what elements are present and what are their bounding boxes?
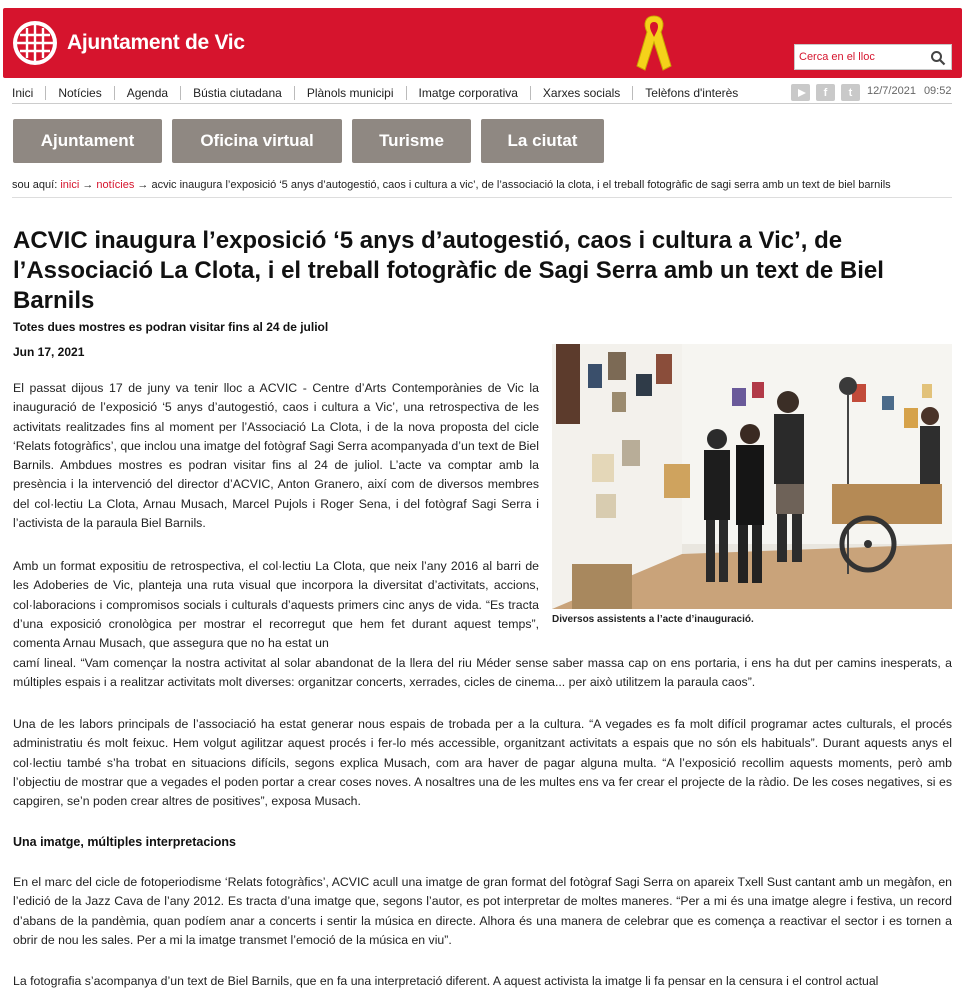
exhibition-photo-image [552, 344, 952, 609]
search-box [794, 44, 952, 70]
article-paragraph-2: Amb un format expositiu de retrospectiva, el col·lectiu La Clota, que neix l’any 2016 al barri de les Adoberies de Vic, planteja una ruta visual que incorpora la diversitat d’activitats, accions, col·laboracions i compromisos socials i culturals d’aquests primers cinc anys de vida. “Es tracta d’una exposició cronològica per mostrar el recorregut que hem fet durant aquest temps”, comenta Arnau Musach, que assegura que no ha estat un [13, 559, 539, 651]
tab-ajuntament[interactable]: Ajuntament [13, 119, 162, 163]
article-photo [552, 344, 952, 609]
site-header [3, 8, 962, 78]
breadcrumb-arrow: → [134, 179, 152, 191]
search-input[interactable] [795, 45, 923, 69]
nav-divider [632, 86, 633, 100]
city-emblem-icon [11, 19, 59, 67]
nav-agenda[interactable]: Agenda [126, 85, 169, 100]
article-title: ACVIC inaugura l’exposició ‘5 anys d’autogestió, caos i cultura a Vic’, de l’Associació La Clota, i el treball fotogràfic de Sagi Serra amb un text de Biel Barnils [13, 227, 884, 314]
nav-divider [294, 86, 295, 100]
tab-turisme[interactable]: Turisme [352, 119, 471, 163]
nav-bustia[interactable]: Bústia ciutadana [193, 85, 282, 100]
breadcrumb-prefix: sou aquí: [12, 179, 61, 191]
photo-caption: Diversos assistents a l’acte d’inauguració. [552, 614, 754, 625]
article-subtitle: Totes dues mostres es podran visitar fins al 24 de juliol [13, 320, 329, 334]
breadcrumb-section[interactable]: notícies [96, 179, 135, 191]
social-links [791, 84, 860, 101]
nav-divider [530, 86, 531, 100]
current-time: 09:52 [923, 85, 952, 97]
current-date: 12/7/2021 [867, 85, 916, 97]
nav-planols[interactable]: Plànols municipi [306, 85, 394, 100]
breadcrumb [12, 176, 952, 198]
article-paragraph-3: Una de les labors principals de l’associació ha estat generar nous espais de trobada per a la cultura. “A vegades es fa molt difícil programar actes culturals, el procés administratiu és molt feixuc. Hem volgut agilitzar aquest procés i fer-lo més accessible, organitzant activitats a espais que no són els habituals”. Durant aquests anys el col·lectiu també s’ha trobat en situacions difícils, segons explica Musach, com ara haver de pagar alguna multa. “A l’exposició recollim aquests moments, però amb l’objectiu de mostrar que a vegades el poden portar a crear coses noves. A nosaltres una de les multes ens va fer crear el projecte de la ràdio. De les coses negatives, si es capgiren, se’n poden crear altres de positives”, exposa Musach. [13, 717, 952, 809]
article-paragraph-5: La fotografia s’acompanya d’un text de Biel Barnils, que en fa una interpretació diferent. A aquest activista la imatge li fa pensar en la censura i el control actual [13, 974, 879, 988]
facebook-icon[interactable]: f [816, 84, 835, 101]
top-navigation [12, 82, 952, 104]
article-paragraph-2-cont: camí lineal. “Vam començar la nostra activitat al solar abandonat de la llera del riu Méder sense saber massa cap on ens portaria, i ens ha dut per camins inesperats, a múltiples espais i a realitzar activitats molt diverses: organitzar concerts, xerrades, cicles de cinema... per això utilitzem la paraula caos”. [13, 656, 952, 690]
tab-oficina-virtual[interactable]: Oficina virtual [172, 119, 342, 163]
nav-inici[interactable]: Inici [12, 85, 34, 100]
site-name: Ajuntament de Vic [67, 31, 245, 54]
breadcrumb-current: acvic inaugura l’exposició ‘5 anys d’autogestió, caos i cultura a vic’, de l’associació la clota, i el treball fotogràfic de sagi serra amb un text de biel barnils [151, 179, 891, 191]
nav-divider [180, 86, 181, 100]
nav-imatge[interactable]: Imatge corporativa [418, 85, 518, 100]
nav-divider [114, 86, 115, 100]
twitter-icon[interactable]: t [841, 84, 860, 101]
nav-noticies[interactable]: Notícies [58, 85, 102, 100]
article-date: Jun 17, 2021 [13, 345, 85, 359]
breadcrumb-home[interactable]: inici [60, 179, 80, 191]
article-paragraph-4: En el marc del cicle de fotoperiodisme ‘Relats fotogràfics’, ACVIC acull una imatge de gran format del fotògraf Sagi Serra on apareix Txell Sust cantant amb un megàfon, en l’edició de la Jazz Cava de l’any 2012. Es tracta d’una imatge que, segons l’autor, es pot interpretar de moltes maneres. “Per a mi és una imatge alegre i festiva, un record d’abans de la pandèmia, quan podíem anar a concerts i sentir la música en directe. Alhora és una manera de celebrar que es comença a reactivar el sector i es tornen a obrir de nou les sales. Per a mi la imatge transmet l’emoció de la música en viu”. [13, 875, 952, 947]
section-heading: Una imatge, múltiples interpretacions [13, 835, 236, 849]
breadcrumb-arrow: → [79, 179, 97, 191]
tab-la-ciutat[interactable]: La ciutat [481, 119, 604, 163]
yellow-ribbon-icon [631, 10, 677, 72]
date-time [867, 85, 951, 97]
article-paragraph-1: El passat dijous 17 de juny va tenir lloc a ACVIC - Centre d’Arts Contemporànies de Vic la inauguració de l’exposició ‘5 anys d’autogestió, caos i cultura a Vic’, una retrospectiva de les activitats realitzades fins al moment per l’Associació La Clota, i de la nova proposta del cicle ‘Relats fotogràfics’, que inclou una imatge del fotògraf Sagi Serra acompanyada d’un text de Biel Barnils. Ambdues mostres es podran visitar fins al 24 de juliol. L’acte va comptar amb la presència i la intervenció del director d’ACVIC, Anton Granero, així com de diversos membres del col·lectiu La Clota, Arnau Musach, Marcel Pujols i Roger Sena, i del fotògraf Sagi Serra i l’activista de la paraula Biel Barnils. [13, 381, 539, 531]
nav-xarxes[interactable]: Xarxes socials [542, 85, 621, 100]
nav-divider [406, 86, 407, 100]
search-icon[interactable] [930, 50, 946, 66]
youtube-icon[interactable] [791, 84, 810, 101]
site-logo[interactable] [11, 20, 245, 66]
nav-divider [45, 86, 46, 100]
nav-telefons[interactable]: Telèfons d'interès [645, 85, 739, 100]
